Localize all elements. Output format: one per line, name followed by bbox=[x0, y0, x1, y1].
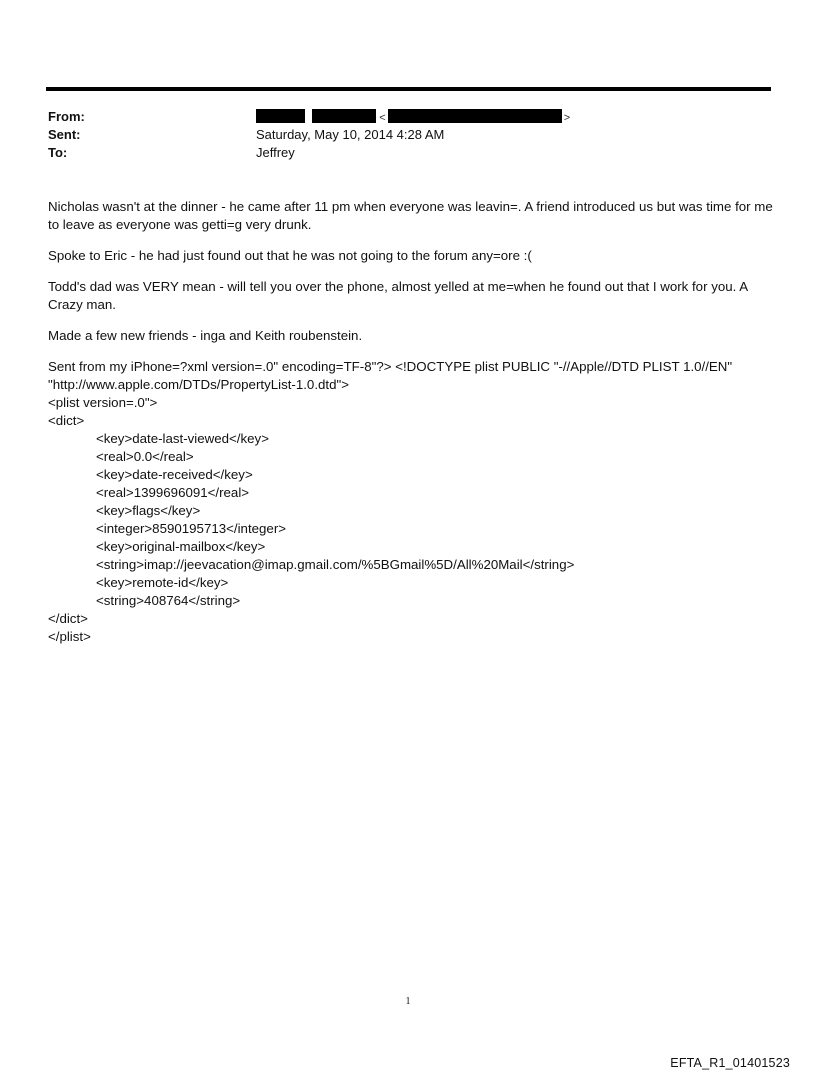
redaction-box bbox=[388, 109, 562, 123]
xml-line: <key>date-received</key> bbox=[96, 467, 253, 482]
sent-label: Sent: bbox=[48, 127, 81, 142]
to-label: To: bbox=[48, 145, 68, 160]
xml-line: <plist version=.0"> bbox=[48, 395, 158, 410]
document-id: EFTA_R1_01401523 bbox=[670, 1056, 790, 1070]
from-label: From: bbox=[48, 109, 85, 124]
xml-line: <key>date-last-viewed</key> bbox=[96, 431, 269, 446]
header-rule bbox=[46, 87, 771, 91]
to-value: Jeffrey bbox=[256, 145, 295, 160]
xml-line: <real>1399696091</real> bbox=[96, 485, 250, 500]
redaction-box bbox=[312, 109, 376, 123]
xml-line: <string>408764</string> bbox=[96, 593, 241, 608]
from-value bbox=[256, 108, 570, 127]
xml-line: <dict> bbox=[48, 413, 85, 428]
body-paragraph: Nicholas wasn't at the dinner - he came after 11 pm when everyone was leavin=. A friend introduced us but was time for me to leave as everyone was getti=g very drunk. bbox=[48, 199, 773, 232]
email-close-bracket: > bbox=[563, 112, 571, 124]
xml-line: </plist> bbox=[48, 629, 91, 644]
email-open-bracket: < bbox=[379, 112, 386, 124]
xml-line: <key>remote-id</key> bbox=[96, 575, 229, 590]
email-body bbox=[48, 198, 776, 646]
redaction-box bbox=[256, 109, 305, 123]
xml-line: <key>original-mailbox</key> bbox=[96, 539, 266, 554]
xml-line: <integer>8590195713</integer> bbox=[96, 521, 287, 536]
sent-value: Saturday, May 10, 2014 4:28 AM bbox=[256, 127, 445, 142]
xml-line: <real>0.0</real> bbox=[96, 449, 194, 464]
body-paragraph: Spoke to Eric - he had just found out that he was not going to the forum any=ore :( bbox=[48, 248, 532, 263]
body-paragraph: Todd's dad was VERY mean - will tell you over the phone, almost yelled at me=when he found out that I work for you. A Crazy man. bbox=[48, 279, 748, 312]
signature-line: Sent from my iPhone=?xml version=.0" encoding=TF-8"?> <!DOCTYPE plist PUBLIC "-//Apple//DTD PLIST 1.0//EN" "http://www.apple.com/DTDs/PropertyList-1.0.dtd"> bbox=[48, 359, 733, 392]
xml-line: <key>flags</key> bbox=[96, 503, 201, 518]
xml-line: <string>imap://jeevacation@imap.gmail.com/%5BGmail%5D/All%20Mail</string> bbox=[96, 557, 575, 572]
xml-line: </dict> bbox=[48, 611, 88, 626]
body-paragraph: Made a few new friends - inga and Keith roubenstein. bbox=[48, 328, 363, 343]
page-number: 1 bbox=[405, 996, 411, 1007]
plist-block bbox=[48, 394, 776, 646]
